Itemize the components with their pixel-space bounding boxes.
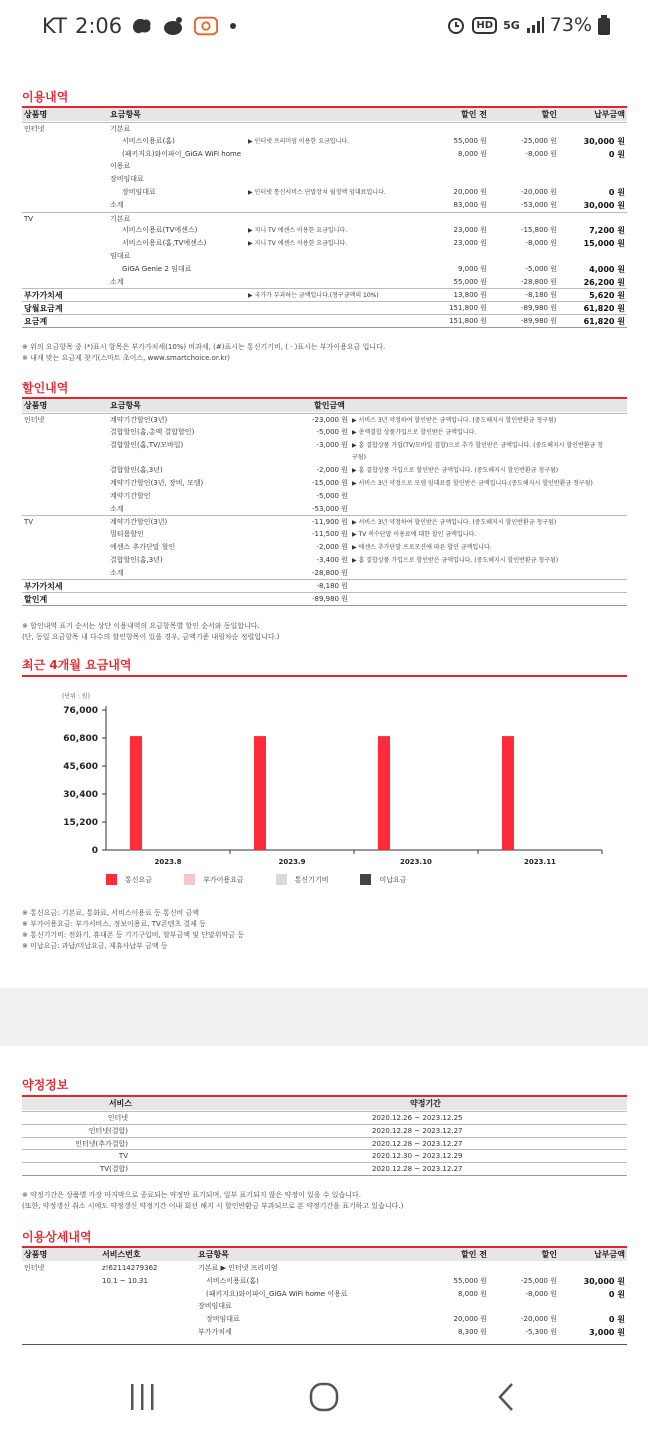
table-row — [22, 1162, 627, 1175]
fee-item: 장비임대료 — [110, 175, 144, 184]
payment-amount: 61,820 원 — [583, 304, 625, 314]
pre-discount-amount: 23,000 원 — [453, 239, 487, 248]
table-row — [22, 1111, 627, 1124]
discount-item: 에센스 추가단말 할인 — [110, 543, 176, 551]
legend-swatch — [184, 874, 195, 885]
service-name: TV — [118, 1152, 128, 1161]
payment-amount: 30,000 원 — [583, 1276, 625, 1286]
discount-note: ▶ 서비스 3년 약정하여 할인받은 금액입니다. (중도해지시 할인반환금 청구됨) — [352, 519, 557, 527]
col-payment: 납부금액 — [594, 1250, 625, 1259]
discount-amount: -3,400 원 — [316, 555, 348, 564]
fee-item: 기본료 ▶ 인터넷 프리미엄 — [198, 1264, 278, 1272]
service-number: z!62114279362 — [102, 1264, 158, 1272]
col-service: 서비스 — [108, 1099, 132, 1108]
table-row — [22, 1326, 627, 1339]
discount-item: 계약기간할인(3년) — [110, 518, 168, 527]
legend-label: 통신기기비 — [294, 875, 329, 884]
discount-note: ▶ TV 복수단말 이용료에 대한 할인 금액입니다. — [352, 531, 477, 539]
discount-table-bottom — [22, 605, 627, 606]
fee-item: 소계 — [110, 277, 124, 286]
discount-amount: -5,300 원 — [525, 1328, 557, 1336]
discount-item: 계약기간할인(3년, 장비, 모뎀) — [110, 479, 204, 487]
pre-discount-amount: 151,800 원 — [449, 304, 487, 313]
discount-amount: -2,000 원 — [316, 543, 348, 551]
detail-table-header — [22, 1248, 627, 1261]
contract-period: 2020.12.28 ~ 2023.12.27 — [372, 1165, 463, 1174]
fee-item: (패키지요)와이파이_GiGA WiFi home — [122, 149, 242, 158]
discount-item: 결합할인(홈,3년) — [110, 466, 163, 475]
discount-amount: -25,000 원 — [520, 136, 557, 145]
legend-swatch — [360, 874, 371, 885]
table-row — [22, 212, 627, 225]
discount-note-line: ※ 할인내역 표기 순서는 상단 이용내역의 요금항목별 할인 순서와 동일합니다. — [22, 622, 260, 630]
monthly-bill-chart — [22, 686, 627, 906]
status-bar — [0, 0, 648, 56]
table-row — [22, 1288, 627, 1301]
pre-discount-amount: 20,000 원 — [453, 1315, 487, 1324]
carrier-label: KT — [42, 14, 67, 38]
col-pre-discount: 할인 전 — [461, 1250, 487, 1259]
chart-title-rule — [22, 675, 627, 677]
pre-discount-amount: 8,000 원 — [457, 1289, 487, 1298]
x-tick-label: 2023.8 — [154, 858, 182, 866]
usage-section-title: 이용내역 — [22, 90, 69, 104]
payment-amount: 61,820 원 — [583, 317, 625, 326]
product-name: 인터넷 — [24, 125, 45, 133]
discount-item: 소계 — [110, 504, 124, 513]
discount-amount: -8,000 원 — [525, 239, 557, 248]
total-row — [22, 314, 627, 327]
contract-table-header — [22, 1097, 627, 1110]
total-row — [22, 592, 627, 605]
discount-amount: -11,900 원 — [311, 518, 348, 527]
total-row — [22, 579, 627, 592]
table-row — [22, 1275, 627, 1288]
table-row — [22, 148, 627, 161]
table-row — [22, 237, 627, 250]
col-period: 약정기간 — [410, 1099, 441, 1108]
fee-note: ▶ 지니 TV 에센스 이용한 요금입니다. — [248, 240, 348, 248]
table-row — [22, 186, 627, 199]
col-discount: 할인 — [541, 110, 557, 119]
battery-icon — [598, 15, 610, 35]
discount-section-title: 할인내역 — [22, 381, 69, 395]
discount-amount: -15,000 원 — [311, 479, 348, 487]
pre-discount-amount: 13,800 원 — [453, 291, 487, 300]
usage-note: ※ 위의 요금항목 중 (*)표시 항목은 부가가치세(10%) 비과세, (#)표시는 통신기기비, ( · )표시는 부가이용요금 입니다. — [22, 343, 386, 351]
table-row — [22, 503, 627, 516]
pre-discount-amount: 55,000 원 — [453, 1276, 487, 1285]
y-tick-label: 60,800 — [63, 734, 98, 744]
discount-amount: -20,000 원 — [520, 188, 557, 196]
payment-amount: 0 원 — [608, 1315, 625, 1325]
discount-amount: -11,500 원 — [311, 530, 348, 539]
discount-amount: -3,000 원 — [316, 440, 348, 449]
total-label: 요금계 — [24, 317, 48, 326]
usage-note: ※ 내게 맞는 요금제 찾기(스마트 초이스, www.smartchoice.or.kr) — [22, 354, 231, 362]
bill-document[interactable] — [0, 56, 648, 1346]
x-tick-label: 2023.9 — [278, 858, 306, 866]
total-label: 당월요금계 — [24, 304, 63, 314]
legend-item — [106, 874, 152, 885]
usage-table-header — [22, 108, 627, 121]
table-row — [22, 135, 627, 148]
legend-item — [276, 874, 329, 885]
discount-amount: -89,980 원 — [520, 304, 557, 313]
pre-discount-amount: 8,000 원 — [457, 149, 487, 158]
contract-note-line: ※ 약정기간은 상품별 가장 마지막으로 종료되는 약정만 표기되며, 일부 표기되지 않은 약정이 있을 수 있습니다. — [22, 1191, 361, 1199]
fee-note: ▶ 인터넷 프리미엄 이용한 요금입니다. — [248, 137, 350, 145]
battery-percent: 73% — [549, 14, 592, 36]
service-number: 10.1 ~ 10.31 — [102, 1276, 148, 1285]
recent-apps-button[interactable] — [128, 1382, 158, 1412]
legend-label: 미납요금 — [379, 875, 407, 884]
service-name: 인터넷 — [107, 1114, 128, 1122]
payment-amount: 15,000 원 — [583, 239, 625, 249]
bar-통신요금-2023.10 — [378, 736, 390, 850]
table-row — [22, 490, 627, 503]
total-label: 부가가치세 — [24, 291, 63, 301]
fee-item: 장비임대료 — [122, 188, 156, 196]
table-row — [22, 515, 627, 528]
legend-item — [360, 874, 406, 885]
col-payment: 납부금액 — [594, 110, 625, 119]
discount-amount: -25,000 원 — [520, 1276, 557, 1285]
payment-amount: 5,620 원 — [589, 291, 625, 301]
legend-item — [184, 874, 244, 885]
contract-table-bottom — [22, 1175, 627, 1176]
table-row — [22, 439, 627, 452]
y-tick-label: 30,400 — [63, 790, 98, 800]
android-nav-bar — [0, 1346, 648, 1440]
x-tick-label: 2023.11 — [524, 858, 556, 866]
chat-app-icon — [194, 15, 218, 37]
pre-discount-amount: 55,000 원 — [453, 277, 487, 286]
discount-note: ▶ 홈 결합상품 가입으로 할인받은 금액입니다. (중도해지시 할인반환금 청구됨) — [352, 556, 559, 564]
table-row — [22, 263, 627, 276]
discount-amount: -5,000 원 — [525, 264, 557, 273]
col-service-number: 서비스번호 — [102, 1250, 141, 1259]
pre-discount-amount: 23,000 원 — [453, 226, 487, 235]
payment-amount: 30,000 원 — [583, 200, 625, 210]
alarm-icon — [446, 15, 466, 35]
discount-note: ▶ 서비스 3년 약정하여 할인받은 금액입니다. (중도해지시 할인반환금 청구됨) — [352, 417, 557, 424]
legend-swatch — [106, 874, 117, 885]
discount-amount: -15,800 원 — [520, 226, 557, 235]
fee-note: ▶ 지니 TV 에센스 이용한 요금입니다. — [248, 227, 348, 235]
legend-label: 부가이용요금 — [203, 875, 244, 884]
y-tick-label: 76,000 — [63, 706, 98, 716]
fee-item: 소계 — [110, 200, 124, 209]
y-tick-label: 15,200 — [63, 818, 98, 828]
table-row — [22, 1262, 627, 1275]
col-amount: 할인금액 — [314, 401, 345, 410]
col-product: 상품명 — [24, 1250, 48, 1259]
discount-note: ▶ 총액결합 상품가입으로 할인받은 금액입니다. — [352, 428, 477, 436]
chart-unit-label: (단위 : 원) — [62, 693, 90, 700]
fee-item: 서비스이용료(TV에센스) — [122, 226, 198, 235]
total-label: 할인계 — [24, 595, 48, 605]
usage-table-bottom — [22, 327, 627, 328]
col-item: 요금항목 — [110, 110, 141, 119]
fee-item: 기본료 — [110, 214, 131, 223]
pre-discount-amount: 83,000 원 — [453, 200, 487, 209]
payment-amount: 0 원 — [608, 188, 625, 197]
home-button[interactable] — [308, 1382, 340, 1412]
y-tick-label: 0 — [91, 846, 98, 856]
payment-amount: 0 원 — [608, 149, 625, 159]
detail-section-title: 이용상세내역 — [22, 1230, 92, 1244]
col-pre-discount: 할인 전 — [461, 110, 487, 119]
discount-note: ▶ 홈 결합상품 가입으로 할인받은 금액입니다. (중도해지시 할인반환금 청구됨) — [352, 467, 559, 475]
discount-note: 구됨) — [352, 454, 366, 462]
discount-note: ▶ 에센스 추가단말 프로모션에 따른 할인 금액입니다. — [352, 544, 492, 551]
payment-amount: 7,200 원 — [589, 226, 625, 236]
x-tick-label: 2023.10 — [400, 858, 432, 866]
fee-item: GiGA Genie 2 임대료 — [122, 264, 192, 273]
payment-amount: 30,000 원 — [583, 136, 625, 146]
discount-amount: -89,980 원 — [520, 317, 557, 325]
contract-period: 2020.12.26 ~ 2023.12.25 — [372, 1114, 463, 1122]
fee-item: (패키지요)와이파이_GiGA WiFi home 이용료 — [206, 1289, 348, 1298]
discount-note: ▶ 홈 결합상품 가입(TV/모바일 결합)으로 추가 할인받은 금액입니다. (중도해지시 할인반환금 청 — [352, 441, 604, 449]
discount-amount: -28,800 원 — [520, 277, 557, 286]
table-row — [22, 173, 627, 186]
contract-period: 2020.12.28 ~ 2023.12.27 — [372, 1126, 463, 1135]
coffee-app-icon — [162, 15, 186, 37]
back-button[interactable] — [494, 1382, 518, 1412]
discount-amount: -23,000 원 — [311, 416, 348, 424]
discount-amount: -5,000 원 — [316, 427, 348, 436]
fee-item: 서비스이용료(홈) — [122, 136, 175, 145]
col-item: 요금항목 — [110, 401, 141, 410]
table-row — [22, 1313, 627, 1326]
table-row — [22, 464, 627, 477]
fee-item: 이용료 — [110, 162, 131, 171]
notification-app-icon — [130, 15, 154, 37]
bar-통신요금-2023.9 — [254, 736, 266, 850]
discount-item: 계약기간할인(3년) — [110, 416, 168, 424]
detail-cutoff-line — [22, 1344, 627, 1345]
pre-discount-amount: 8,300 원 — [457, 1328, 487, 1336]
service-name: 인터넷(결합) — [88, 1126, 128, 1135]
fee-item: 기본료 — [110, 125, 131, 133]
pre-discount-amount: 55,000 원 — [453, 136, 487, 145]
discount-item: 결합할인(홈,TV/모바일) — [110, 440, 184, 449]
chart-note-line: ※ 통신기기비: 전화기, 휴대폰 등 기기구입비, 할부금액 및 단말위약금 등 — [22, 931, 245, 939]
table-row — [22, 199, 627, 212]
payment-amount: 4,000 원 — [589, 264, 625, 274]
more-notifications-dot — [230, 23, 236, 29]
table-row — [22, 567, 627, 580]
table-row — [22, 1300, 627, 1313]
discount-item: 계약기간할인 — [110, 491, 151, 500]
table-row — [22, 451, 627, 464]
fee-item: 서비스이용료(홈) — [206, 1276, 259, 1285]
table-row — [22, 413, 627, 426]
discount-amount: -2,000 원 — [316, 466, 348, 475]
pre-discount-amount: 20,000 원 — [453, 188, 487, 196]
col-item: 요금항목 — [198, 1250, 229, 1259]
table-row — [22, 250, 627, 263]
service-name: 인터넷(추가결합) — [75, 1139, 128, 1148]
discount-item: 결합할인(홈,총액 결합할인) — [110, 427, 195, 436]
discount-table-header — [22, 399, 627, 412]
bar-chart-svg — [22, 686, 627, 926]
fee-item: 장비임대료 — [198, 1302, 232, 1311]
total-row — [22, 301, 627, 314]
total-label: 부가가치세 — [24, 582, 63, 592]
contract-section-title: 약정정보 — [22, 1078, 69, 1092]
discount-amount: -8,180 원 — [316, 582, 348, 591]
product-name: TV — [24, 214, 34, 223]
col-discount: 할인 — [541, 1250, 557, 1259]
pre-discount-amount: 151,800 원 — [449, 317, 487, 325]
legend-label: 통신요금 — [125, 875, 153, 884]
table-row — [22, 1137, 627, 1150]
discount-amount: -8,000 원 — [525, 1289, 557, 1298]
bar-통신요금-2023.11 — [502, 736, 514, 850]
fee-item: 임대료 — [110, 252, 131, 260]
col-product: 상품명 — [24, 401, 48, 410]
discount-amount: -8,000 원 — [525, 149, 557, 158]
service-name: TV(결합) — [99, 1165, 128, 1174]
contract-period: 2020.12.28 ~ 2023.12.27 — [372, 1139, 463, 1148]
contract-period: 2020.12.30 ~ 2023.12.29 — [372, 1152, 463, 1161]
discount-item: 결합할인(홈,3년) — [110, 555, 163, 564]
discount-amount: -8,180 원 — [525, 291, 557, 300]
product-name: TV — [24, 518, 34, 527]
fee-note: ▶ 인터넷 통신서비스 단말장치 월정액 임대료입니다. — [248, 189, 386, 196]
table-row — [22, 1124, 627, 1137]
clock: 2:06 — [74, 14, 123, 38]
table-row — [22, 541, 627, 554]
table-row — [22, 122, 627, 135]
chart-note-line: ※ 부가이용요금: 부가서비스, 정보이용료, TV콘텐츠 결제 등 — [22, 920, 206, 928]
pre-discount-amount: 9,000 원 — [457, 264, 487, 273]
chart-note-line: ※ 미납요금: 과납/미납요금, 제휴사납부 금액 등 — [22, 942, 168, 950]
table-row — [22, 1149, 627, 1162]
total-row — [22, 288, 627, 301]
discount-amount: -89,980 원 — [311, 595, 348, 604]
discount-item: 소계 — [110, 568, 124, 577]
network-type: 5G — [503, 18, 520, 32]
table-row — [22, 276, 627, 289]
discount-item: 멀티룸할인 — [110, 530, 144, 539]
signal-icon — [526, 16, 544, 34]
payment-amount: 3,000 원 — [589, 1328, 625, 1337]
table-row — [22, 554, 627, 567]
hd-voice-icon: HD — [472, 17, 497, 34]
chart-note-line: ※ 통신요금: 기본료, 통화료, 서비스이용료 등 통신비 금액 — [22, 909, 200, 917]
bar-통신요금-2023.8 — [130, 736, 142, 850]
fee-item: 장비임대료 — [206, 1315, 240, 1324]
chart-legend — [106, 874, 431, 885]
table-row — [22, 160, 627, 173]
col-product: 상품명 — [24, 110, 48, 119]
discount-amount: -53,000 원 — [311, 504, 348, 513]
discount-amount: -5,000 원 — [316, 491, 348, 500]
product-name: 인터넷 — [24, 416, 45, 424]
payment-amount: 0 원 — [608, 1289, 625, 1299]
contract-note-line: (또한, 약정갱신 취소 시에도 약정갱신 약정기간 이내 회선 해지 시 할인반환금 부과되므로 본 약정기간을 표기하고 있습니다.) — [22, 1202, 404, 1210]
discount-note: ▶ 서비스 3년 약정으로 모뎀 임대료를 할인받은 금액입니다.(중도해지시 할인반환금 청구됨) — [352, 480, 593, 487]
chart-section-title: 최근 4개월 요금내역 — [22, 658, 132, 672]
table-row — [22, 224, 627, 237]
legend-swatch — [276, 874, 287, 885]
table-row — [22, 528, 627, 541]
discount-amount: -28,800 원 — [311, 568, 348, 577]
total-note: ▶ 국가가 부과하는 금액입니다.(청구금액의 10%) — [248, 292, 379, 300]
page-gap — [0, 988, 648, 1046]
payment-amount: 26,200 원 — [583, 277, 625, 287]
discount-note-line: (단, 동일 요금항목 내 다수의 할인항목이 있을 경우, 금액기준 내림차순 정렬입니다.) — [22, 633, 280, 641]
discount-amount: -53,000 원 — [520, 200, 557, 209]
y-tick-label: 45,600 — [63, 762, 98, 772]
table-row — [22, 477, 627, 490]
product-name: 인터넷 — [24, 1264, 45, 1272]
fee-item: 서비스이용료(홈,TV에센스) — [122, 239, 207, 248]
fee-item: 부가가치세 — [198, 1328, 232, 1336]
discount-amount: -20,000 원 — [520, 1315, 557, 1324]
table-row — [22, 426, 627, 439]
